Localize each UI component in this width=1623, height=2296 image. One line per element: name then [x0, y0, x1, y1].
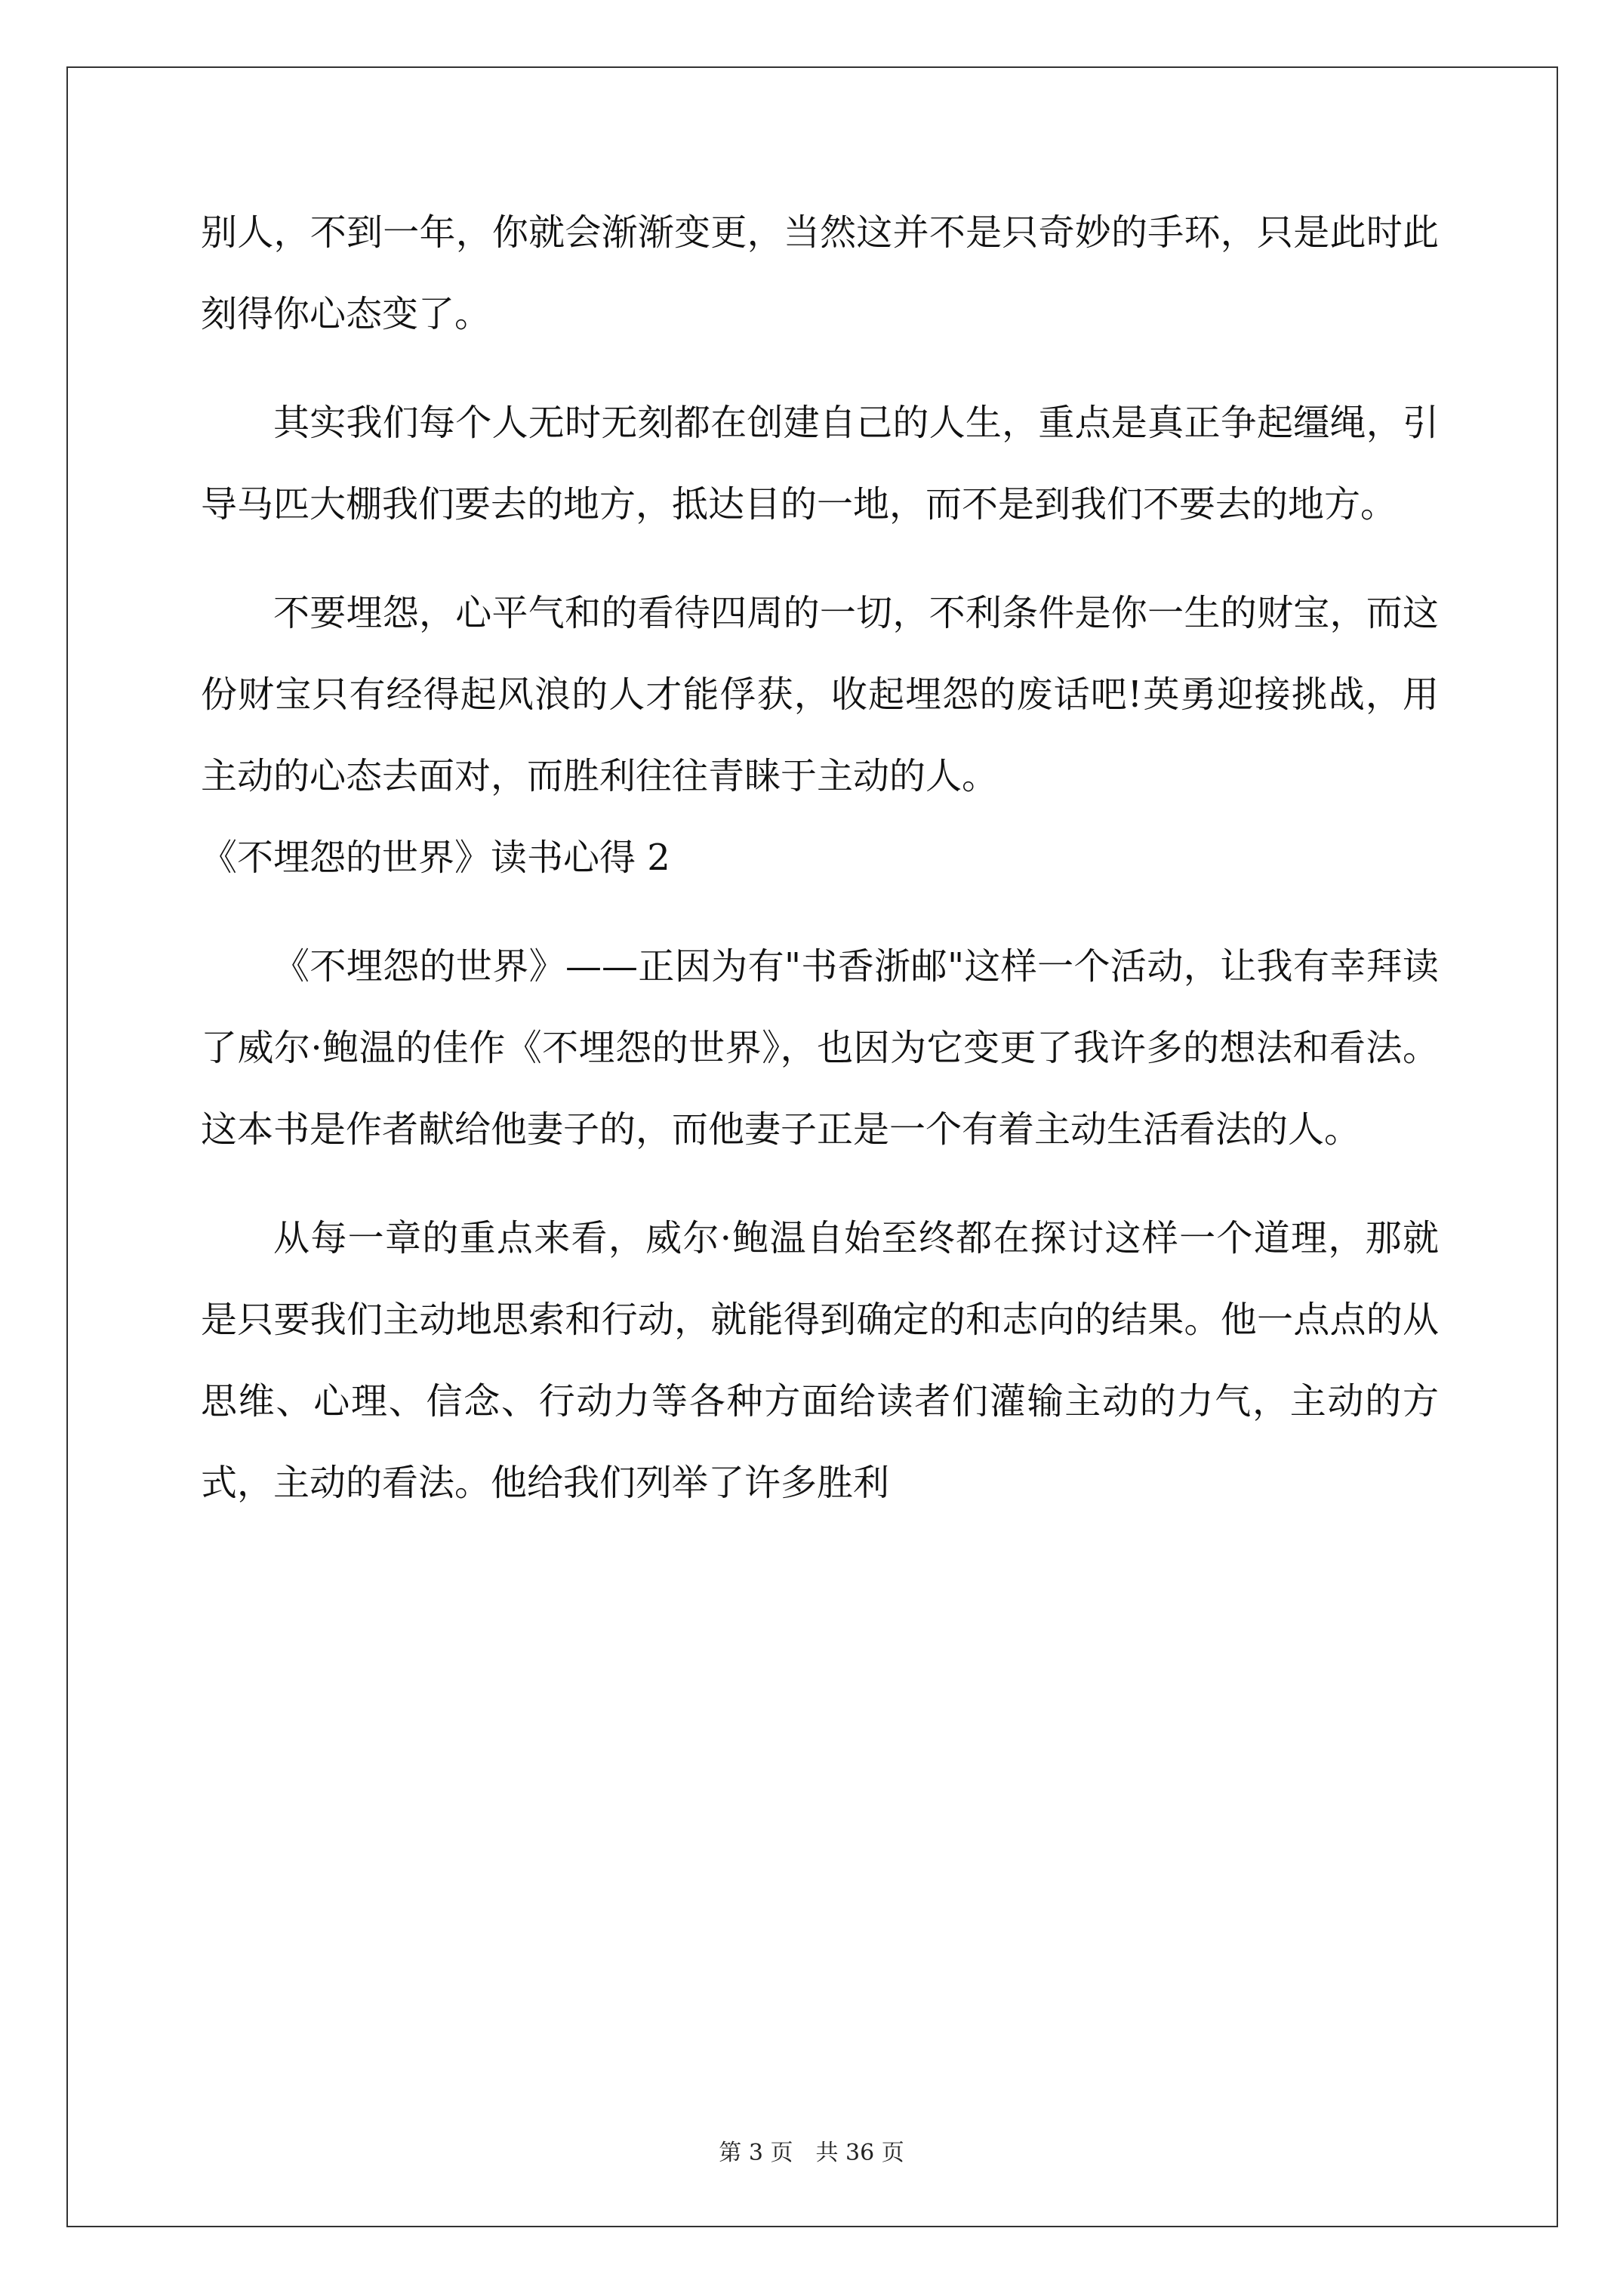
paragraph-5: 从每一章的重点来看，威尔·鲍温自始至终都在探讨这样一个道理，那就是只要我们主动地思索和行动，就能得到确定的和志向的结果。他一点点的从思维、心理、信念、行动力等各种方面给读者们灌输主动的力气，主动的方式，主动的看法。他给我们列举了许多胜利 [201, 1217, 1439, 1504]
page-number: 第 3 页 共 36 页 [719, 2140, 904, 2166]
paragraph-3: 不要埋怨，心平气和的看待四周的一切，不利条件是你一生的财宝，而这份财宝只有经得起风浪的人才能俘获，收起埋怨的废话吧!英勇迎接挑战，用主动的心态去面对，而胜利往往青睐于主动的人。 [201, 592, 1439, 797]
paragraph-2: 其实我们每个人无时无刻都在创建自己的人生，重点是真正争起缰绳，引导马匹大棚我们要去的地方，抵达目的一地，而不是到我们不要去的地方。 [201, 402, 1439, 525]
paragraph-1: 别人，不到一年，你就会渐渐变更，当然这并不是只奇妙的手环，只是此时此刻得你心态变了。 [201, 211, 1439, 335]
paragraph-4: 《不埋怨的世界》——正因为有"书香浙邮"这样一个活动，让我有幸拜读了威尔·鲍温的佳作《不埋怨的世界》，也因为它变更了我许多的想法和看法。这本书是作者献给他妻子的，而他妻子正是一个有着主动生活看法的人。 [201, 945, 1439, 1151]
section-heading: 《不埋怨的世界》读书心得 2 [201, 837, 670, 879]
document-body [201, 192, 1439, 1551]
